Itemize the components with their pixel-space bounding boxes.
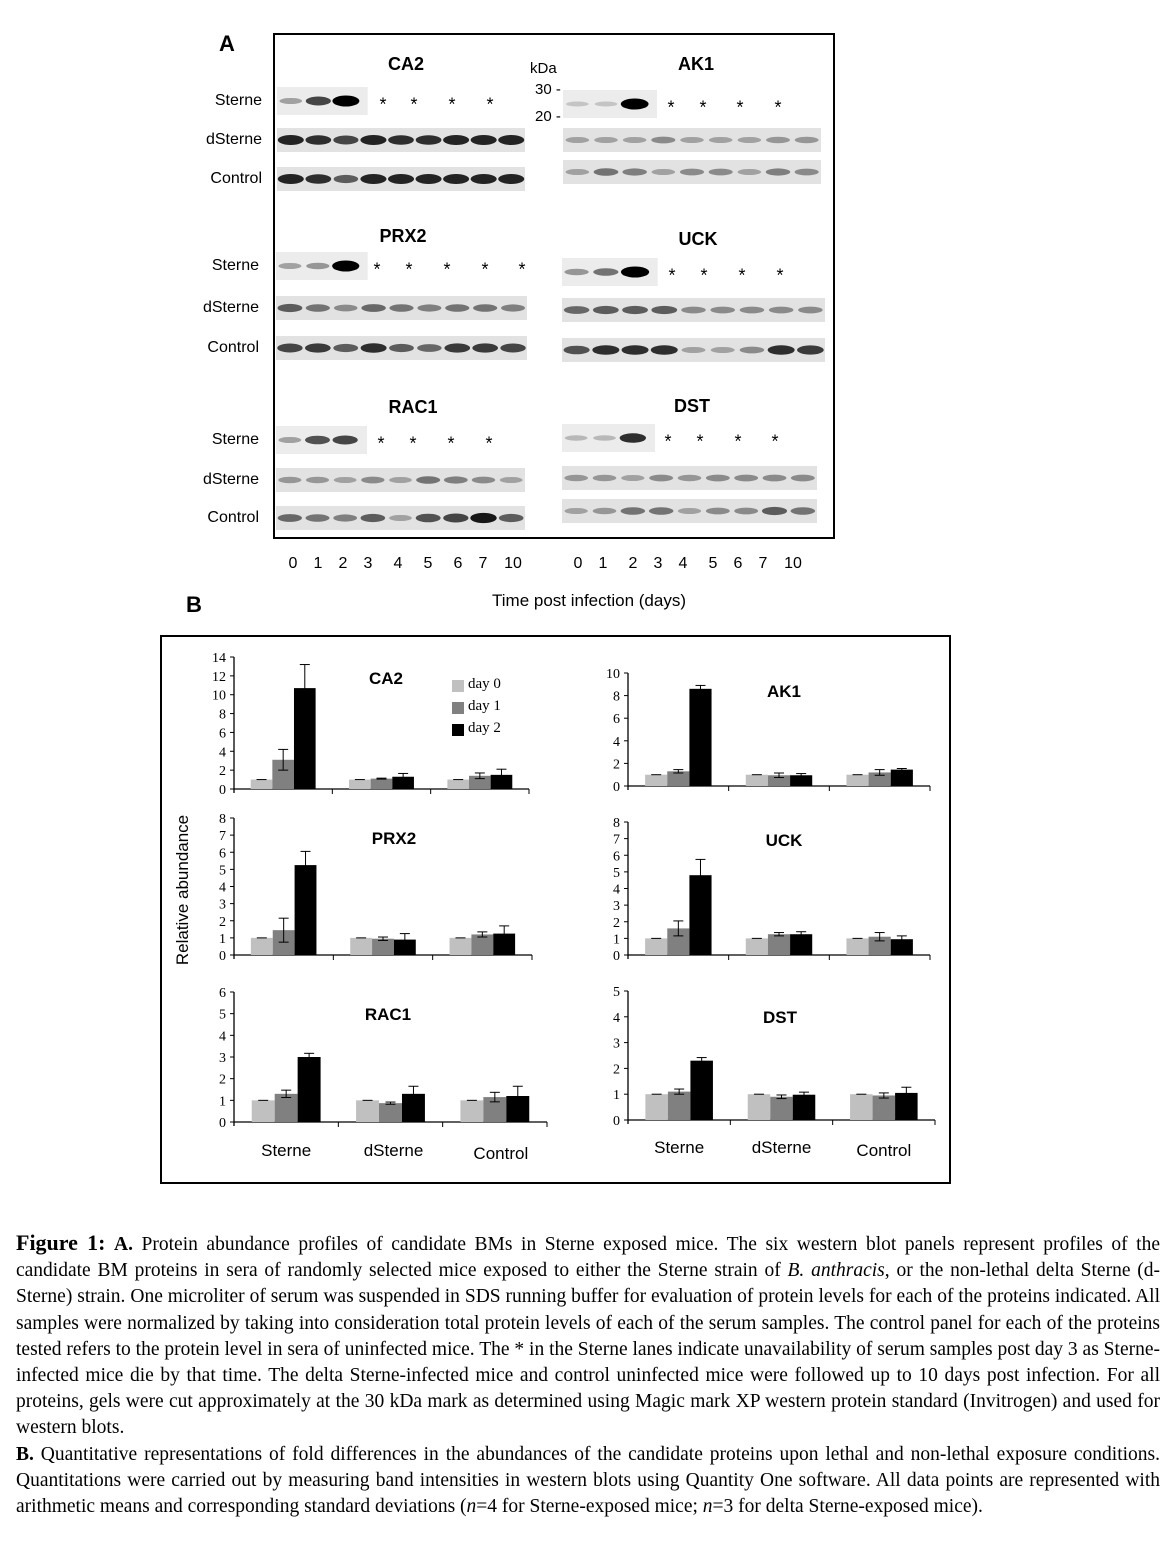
blot-title-uck: UCK	[678, 229, 718, 249]
y-tick-label: 4	[219, 1029, 226, 1045]
y-tick-label: 4	[613, 1010, 620, 1026]
chart-title: DST	[763, 1008, 797, 1027]
y-tick-label: 14	[212, 651, 226, 666]
y-tick-label: 0	[613, 1114, 620, 1129]
bar-day0-dsterne	[746, 938, 768, 955]
y-tick-label: 0	[219, 949, 226, 964]
bar-day1-control	[873, 1095, 896, 1120]
unavailable-star: *	[776, 265, 784, 286]
y-tick-label: 0	[613, 780, 620, 795]
caption-a	[16, 1230, 1160, 1442]
time-axis-label: Time post infection (days)	[492, 591, 686, 610]
bar-day0-control	[846, 938, 868, 955]
y-tick-label: 12	[212, 669, 226, 685]
y-tick-label: 5	[613, 865, 620, 881]
unavailable-star: *	[696, 431, 704, 452]
legend-label: day 0	[468, 676, 501, 692]
unavailable-star: *	[481, 259, 489, 280]
caption-b-text1: Quantitative representations of fold differences in the abundances of the candidate proteins upon lethal and non-lethal exposure conditions. Quantitations were carried out by measuring band intensities in western blots using Quantity One software. All data points are represented with arithmetic means and corresponding standard deviations (	[16, 1443, 1161, 1518]
legend-swatch	[452, 702, 464, 714]
day-tick-label: 2	[338, 555, 348, 572]
blot-title-ca2: CA2	[387, 54, 425, 74]
caption-a-text2: , or the non-lethal delta Sterne (d-Sterne) strain. One microliter of serum was suspended in SDS running buffer for evaluation of protein levels for each of the proteins indicated. All samples were normalized by taking into consideration total protein levels of each of the serum samples. The control panel for each of the proteins tested refers to the protein level in sera of uninfected mice. The * in the Sterne lanes indicate unavailability of serum samples post day 3 as Sterne-infected mice die by that time. The delta Sterne-infected mice and control uninfected mice were followed up to 10 days post infection. For all proteins, gels were cut approximately at the 30 kDa mark as determined using Magic mark XP western protein standard (Invitrogen) and used for western blots.	[16, 1260, 1161, 1439]
row-label: Sterne	[214, 92, 262, 109]
y-tick-label: 6	[613, 849, 620, 865]
y-tick-label: 1	[613, 932, 620, 948]
bar-day1-dsterne	[768, 934, 790, 955]
bar-day0-sterne	[252, 1100, 275, 1122]
y-tick-label: 8	[219, 707, 226, 723]
panel-a-label: A	[219, 31, 235, 56]
unavailable-star: *	[774, 97, 782, 118]
row-label: dSterne	[202, 299, 259, 316]
unavailable-star: *	[410, 94, 418, 115]
y-tick-label: 8	[613, 689, 620, 705]
row-label: Control	[207, 339, 259, 356]
y-tick-label: 0	[219, 783, 226, 798]
day-tick-label: 4	[393, 555, 403, 572]
y-axis-label: Relative abundance	[173, 807, 193, 973]
bar-day2-sterne	[690, 1061, 713, 1120]
unavailable-star: *	[443, 259, 451, 280]
chart-title: RAC1	[364, 1005, 412, 1024]
bar-day0-control	[450, 938, 472, 955]
day-tick-label: 10	[504, 555, 522, 572]
bar-day1-sterne	[668, 1092, 691, 1120]
row-label: Sterne	[211, 431, 259, 448]
y-tick-label: 2	[219, 764, 226, 780]
category-label: dSterne	[363, 1141, 424, 1160]
unavailable-star: *	[379, 94, 387, 115]
bar-day2-sterne	[298, 1057, 321, 1122]
figure-caption	[16, 1230, 1160, 1520]
unavailable-star: *	[447, 433, 455, 454]
bar-day0-control	[447, 780, 469, 789]
y-tick-label: 4	[219, 880, 226, 896]
y-tick-label: 7	[219, 829, 226, 845]
day-tick-label: 2	[628, 555, 638, 572]
y-tick-label: 3	[613, 1036, 620, 1052]
unavailable-star: *	[664, 431, 672, 452]
day-tick-label: 1	[313, 555, 323, 572]
bar-day0-control	[846, 775, 868, 786]
row-label: dSterne	[205, 131, 262, 148]
panel-b-label: B	[186, 592, 202, 617]
legend-label: day 2	[468, 720, 501, 736]
bar-day1-sterne	[275, 1094, 298, 1122]
bar-day2-sterne	[689, 689, 711, 786]
y-tick-label: 3	[613, 899, 620, 915]
y-tick-label: 1	[613, 1088, 620, 1104]
unavailable-star: *	[699, 97, 707, 118]
y-tick-label: 1	[219, 931, 226, 947]
bar-day0-sterne	[645, 1094, 668, 1120]
y-tick-label: 2	[219, 914, 226, 930]
row-label: dSterne	[202, 471, 259, 488]
chart-title: AK1	[766, 682, 802, 701]
unavailable-star: *	[736, 97, 744, 118]
bar-day2-control	[891, 770, 913, 786]
bar-day1-dsterne	[770, 1097, 793, 1120]
unavailable-star: *	[700, 265, 708, 286]
caption-fig: Figure 1:	[16, 1230, 106, 1255]
caption-b-label: B.	[16, 1443, 34, 1465]
blot-title-dst: DST	[674, 396, 710, 416]
bar-day0-sterne	[251, 780, 273, 789]
y-tick-label: 5	[219, 863, 226, 879]
y-tick-label: 3	[219, 1051, 226, 1066]
kda-label: kDa	[530, 60, 557, 77]
day-tick-label: 4	[678, 555, 688, 572]
unavailable-star: *	[486, 94, 494, 115]
y-tick-label: 2	[613, 915, 620, 931]
blot-title-ak1: AK1	[677, 54, 715, 74]
chart-title: UCK	[765, 831, 803, 850]
unavailable-star: *	[377, 433, 385, 454]
day-tick-label: 7	[758, 555, 768, 572]
legend-swatch	[452, 724, 464, 736]
caption-n2: n	[702, 1496, 713, 1518]
caption-b-text2: =4 for Sterne-exposed mice;	[476, 1496, 703, 1518]
y-tick-label: 4	[219, 745, 226, 761]
y-tick-label: 6	[219, 986, 226, 1001]
y-tick-label: 2	[219, 1072, 226, 1088]
y-tick-label: 8	[219, 812, 226, 827]
legend-label: day 1	[468, 698, 501, 714]
day-tick-label: 7	[478, 555, 488, 572]
day-tick-label: 3	[653, 555, 663, 572]
unavailable-star: *	[668, 265, 676, 286]
y-tick-label: 2	[613, 757, 620, 773]
marker-30: 30 -	[535, 81, 561, 98]
day-tick-label: 0	[573, 555, 583, 572]
chart-title: PRX2	[371, 829, 417, 848]
unavailable-star: *	[518, 259, 526, 280]
category-label: Control	[856, 1141, 912, 1160]
day-tick-label: 6	[453, 555, 463, 572]
y-tick-label: 5	[219, 1007, 226, 1023]
day-tick-label: 0	[288, 555, 298, 572]
y-tick-label: 1	[219, 1094, 226, 1110]
day-tick-label: 6	[733, 555, 743, 572]
bar-day2-dsterne	[793, 1095, 816, 1120]
unavailable-star: *	[485, 433, 493, 454]
bar-day1-dsterne	[379, 1103, 402, 1122]
y-tick-label: 2	[613, 1062, 620, 1078]
bar-day1-control	[471, 934, 493, 955]
caption-a-text1: Protein abundance profiles of candidate BMs in Sterne exposed mice. The six western blot panels represent profiles of the candidate BM proteins in sera of randomly selected mice exposed to either the Sterne strain of	[16, 1234, 1160, 1282]
caption-n1: n	[466, 1496, 477, 1518]
y-tick-label: 6	[219, 726, 226, 742]
y-tick-label: 0	[219, 1116, 226, 1131]
unavailable-star: *	[771, 431, 779, 452]
bar-day0-dsterne	[748, 1094, 771, 1120]
category-label: Sterne	[654, 1138, 705, 1157]
y-tick-label: 10	[212, 688, 226, 704]
unavailable-star: *	[409, 433, 417, 454]
unavailable-star: *	[405, 259, 413, 280]
y-tick-label: 4	[613, 882, 620, 898]
bar-day0-sterne	[251, 938, 273, 955]
y-tick-label: 4	[613, 734, 620, 750]
bar-day0-dsterne	[349, 780, 371, 789]
caption-a-label: A.	[114, 1234, 133, 1255]
category-label: Control	[473, 1144, 529, 1163]
day-tick-label: 5	[708, 555, 718, 572]
caption-b-text3: =3 for delta Sterne-exposed mice).	[712, 1496, 983, 1518]
category-label: Sterne	[261, 1141, 312, 1160]
bar-day1-sterne	[667, 771, 689, 786]
row-label: Control	[210, 170, 262, 187]
day-tick-label: 10	[784, 555, 802, 572]
y-tick-label: 7	[613, 832, 620, 848]
y-tick-label: 5	[613, 985, 620, 1000]
unavailable-star: *	[734, 431, 742, 452]
marker-20: 20 -	[535, 108, 561, 125]
y-tick-label: 3	[219, 897, 226, 913]
bar-day0-dsterne	[356, 1100, 379, 1122]
unavailable-star: *	[448, 94, 456, 115]
bar-day2-dsterne	[790, 934, 812, 955]
day-tick-label: 5	[423, 555, 433, 572]
y-tick-label: 10	[606, 667, 620, 682]
day-tick-label: 1	[598, 555, 608, 572]
unavailable-star: *	[738, 265, 746, 286]
y-tick-label: 6	[219, 846, 226, 862]
row-label: Control	[207, 509, 259, 526]
y-tick-label: 6	[613, 712, 620, 728]
bar-day0-dsterne	[746, 775, 768, 786]
category-label: dSterne	[751, 1138, 812, 1157]
row-label: Sterne	[211, 257, 259, 274]
legend-swatch	[452, 680, 464, 692]
blot-title-prx2: PRX2	[379, 226, 427, 246]
bar-day1-dsterne	[372, 939, 394, 955]
bar-day0-sterne	[645, 938, 667, 955]
bar-day0-control	[850, 1094, 873, 1120]
chart-title: CA2	[368, 669, 404, 688]
caption-b	[16, 1442, 1160, 1521]
bar-day0-sterne	[645, 775, 667, 786]
bar-day1-dsterne	[371, 779, 393, 789]
unavailable-star: *	[667, 97, 675, 118]
unavailable-star: *	[373, 259, 381, 280]
day-tick-label: 3	[363, 555, 373, 572]
bar-day0-control	[460, 1100, 483, 1122]
blot-title-rac1: RAC1	[388, 397, 438, 417]
caption-species: B. anthracis	[787, 1260, 885, 1282]
bar-day0-dsterne	[350, 938, 372, 955]
y-tick-label: 0	[613, 949, 620, 964]
y-tick-label: 8	[613, 816, 620, 831]
